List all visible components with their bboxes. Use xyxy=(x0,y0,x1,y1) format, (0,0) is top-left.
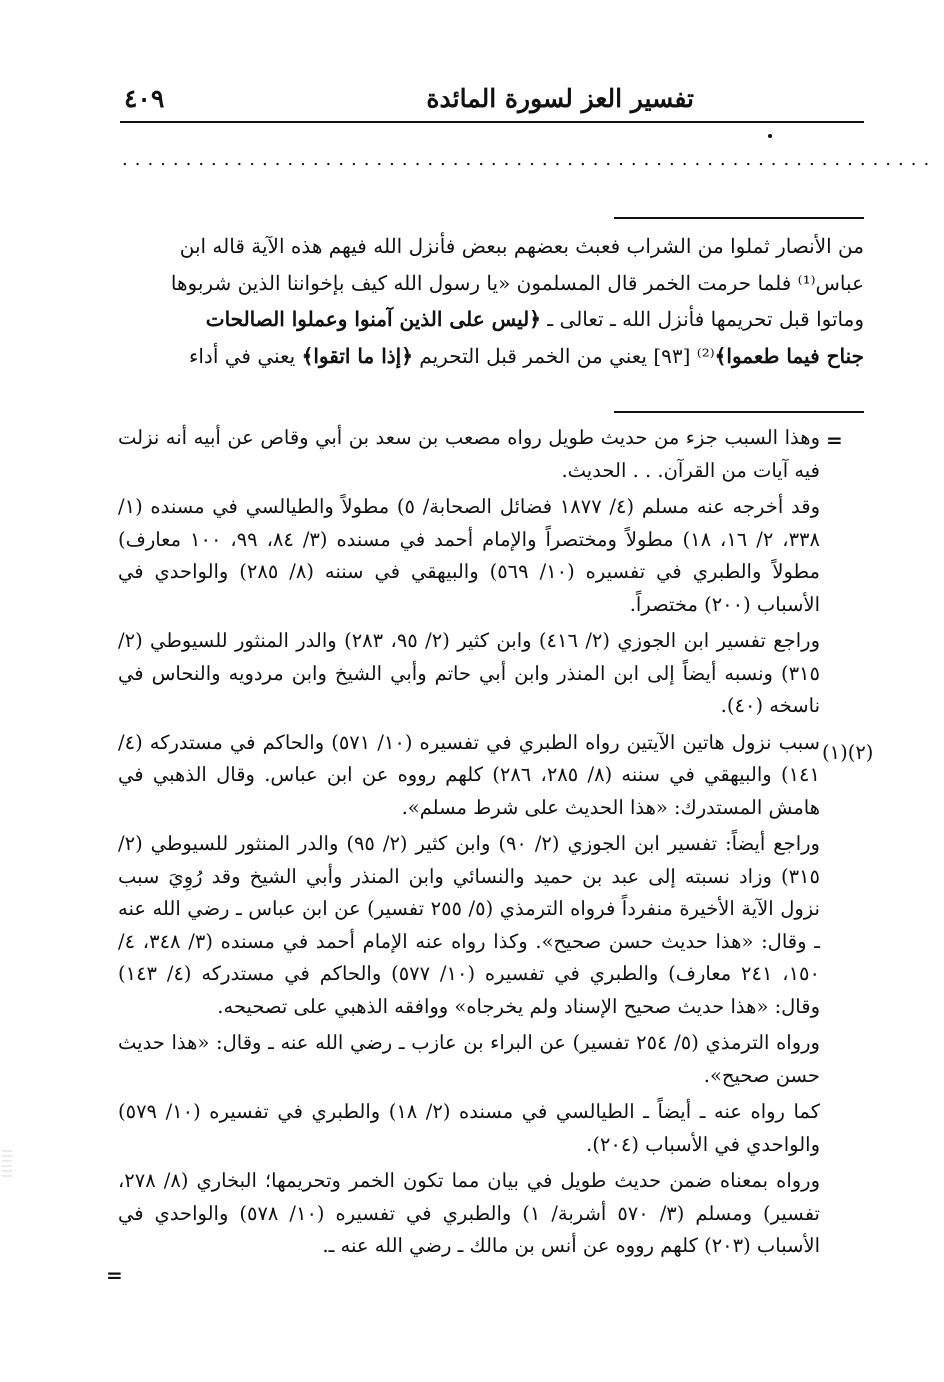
quran-verse-2: جناح فيما طعموا﴾ xyxy=(714,343,864,368)
main-line-1: من الأنصار ثملوا من الشراب فعبث بعضهم ببعض فأنزل الله فيهم هذه الآية قاله ابن xyxy=(179,234,864,258)
quran-verse-3: ﴿إذا ما اتقوا﴾ xyxy=(301,343,413,368)
main-text xyxy=(120,228,864,374)
footnotes xyxy=(118,422,820,1267)
main-line-4-text: ⁽²⁾ [٩٣] يعني من الخمر قبل التحريم xyxy=(412,343,715,368)
quran-verse-1: ﴿ليس على الذين آمنوا وعملوا الصالحات xyxy=(205,307,541,331)
main-text-rule xyxy=(614,217,864,219)
footnote-paragraph: وراجع أيضاً: تفسير ابن الجوزي (٢/ ٩٠) وابن كثير (٢/ ٩٥) والدر المنثور للسيوطي (٢/ ٣١٥) وزاد نسبته إلى عبد بن حميد والنسائي وابن المنذر وأبي الشيخ وقد رُوِيَ سبب نزول الآية الأخيرة منفرداً فرواه الترمذي (٥/ ٢٥٥ تفسير) عن ابن عباس ـ رضي الله عنه ـ وقال: «هذا حديث حسن صحيح». وكذا رواه عنه الإمام أحمد في مسنده (٣/ ٣٤٨، ٤/ ١٥٠، ٢٤١ معارف) والطبري في تفسيره (١٠/ ٥٧٧) والحاكم في مستدركه (٤/ ١٤٣) وقال: «هذا حديث صحيح الإسناد ولم يخرجاه» ووافقه الذهبي على تصحيحه. xyxy=(118,832,820,1018)
main-line-4-end: يعني في أداء xyxy=(188,343,302,368)
main-line-3-text: وماتوا قبل تحريمها فأنزل الله ـ تعالى ـ xyxy=(540,307,864,331)
page-number: ٤٠٩ xyxy=(124,84,165,113)
main-line-4 xyxy=(189,344,864,368)
footnote-paragraph: ورواه الترمذي (٥/ ٢٥٤ تفسير) عن البراء بن عازب ـ رضي الله عنه ـ وقال: «هذا حديث حسن صحيح». xyxy=(118,1031,820,1087)
main-line-2: عباس⁽¹⁾ فلما حرمت الخمر قال المسلمون «يا رسول الله كيف بإخواننا الذين شربوها xyxy=(170,270,864,295)
running-title: تفسير العز لسورة المائدة xyxy=(426,84,694,113)
continuation-mark-start: = xyxy=(826,428,843,452)
footnote-number: (١)(٢) xyxy=(822,741,874,764)
footnote-paragraph: ورواه بمعناه ضمن حديث طويل في بيان مما تكون الخمر وتحريمها؛ البخاري (٨/ ٢٧٨، تفسير) ومسلم (٣/ ٥٧٠ أشربة/ ١) والطبري في تفسيره (١٠/ ٥٧٨) والواحدي في الأسباب (٢٠٣) كلهم رووه عن أنس بن مالك ـ رضي الله عنه ـ. xyxy=(118,1169,820,1257)
footnote-paragraph: سبب نزول هاتين الآيتين رواه الطبري في تفسيره (١٠/ ٥٧١) والحاكم في مستدركه (٤/ ١٤١) والبيهقي في سننه (٨/ ٢٨٥، ٢٨٦) كلهم رووه عن ابن عباس. وقال الذهبي في هامش المستدرك: «هذا الحديث على شرط مسلم». xyxy=(118,730,820,819)
header-rule xyxy=(120,121,864,123)
continuation-mark-end: = xyxy=(106,1263,123,1287)
footnote-rule xyxy=(614,411,864,413)
scan-artifact xyxy=(2,1150,12,1180)
footnote-paragraph: وراجع تفسير ابن الجوزي (٢/ ٤١٦) وابن كثير (٢/ ٩٥، ٢٨٣) والدر المنثور للسيوطي (٢/ ٣١٥) ونسبه أيضاً إلى ابن المنذر وابن أبي حاتم وأبي الشيخ وابن مردويه والنحاس في ناسخه (٤٠). xyxy=(118,629,820,717)
main-line-3 xyxy=(206,307,864,331)
footnote-paragraph: كما رواه عنه ـ أيضاً ـ الطيالسي في مسنده (٢/ ١٨) والطبري في تفسيره (١٠/ ٥٧٩) والواحدي في الأسباب (٢٠٤). xyxy=(118,1100,820,1156)
header-dot xyxy=(768,134,772,138)
dotted-separator: ................................................................ xyxy=(122,149,937,170)
footnote-paragraph: وقد أخرجه عنه مسلم (٤/ ١٨٧٧ فضائل الصحابة/ ٥) مطولاً والطيالسي في مسنده (١/ ٣٣٨، ٢/ ١٦، ١٨) مطولاً ومختصراً والإمام أحمد في مسنده (٣/ ٨٤، ٩٩، ١٠٠ معارف) مطولاً والطبري في تفسيره (١٠/ ٥٦٩) والبيهقي في سننه (٨/ ٢٨٥) والواحدي في الأسباب (٢٠٠) مختصراً. xyxy=(118,495,820,616)
footnote-paragraph: وهذا السبب جزء من حديث طويل رواه مصعب بن سعد بن أبي وقاص عن أبيه أنه نزلت فيه آيات من القرآن. . . الحديث. xyxy=(118,426,820,482)
